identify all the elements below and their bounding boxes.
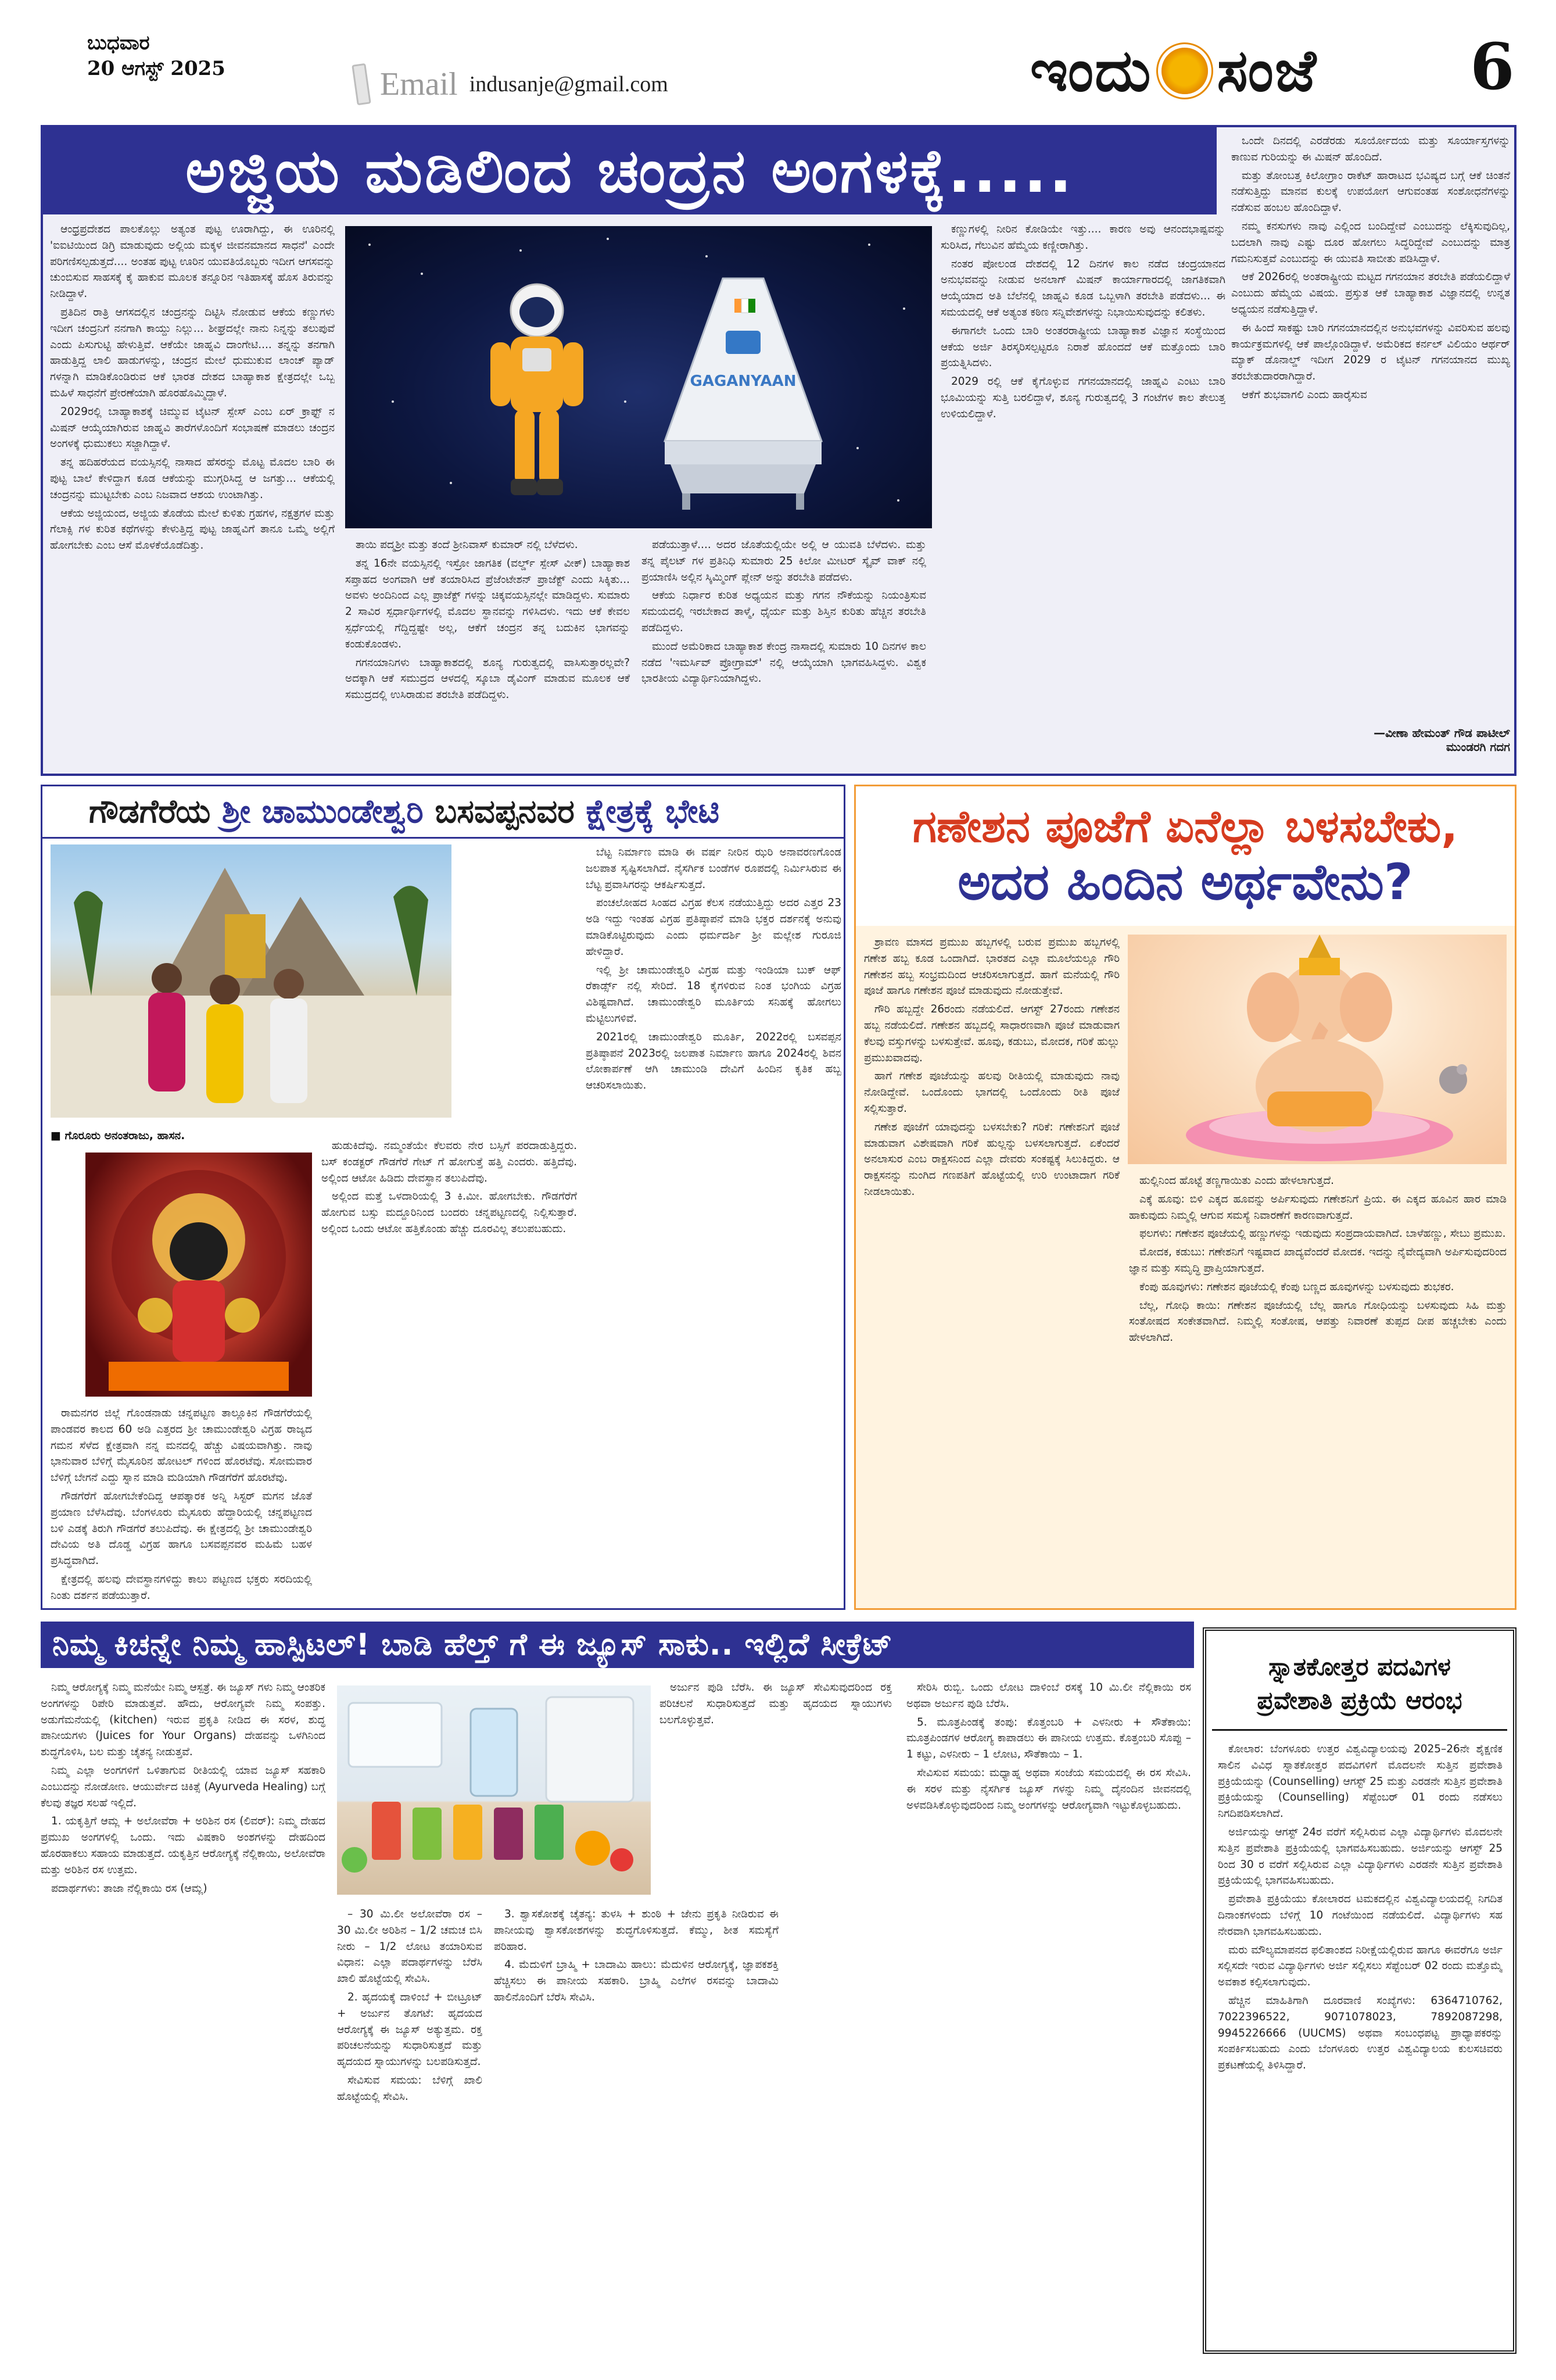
headline-part: ಕ್ಷೇತ್ರಕ್ಕೆ ಭೇಟಿ bbox=[586, 792, 720, 831]
gowdagere-column-1 bbox=[51, 1405, 312, 1606]
headline-part: ಗೌಡಗೆರೆಯ bbox=[89, 792, 222, 831]
paragraph: ಪ್ರತಿದಿನ ರಾತ್ರಿ ಆಗಸದಲ್ಲಿನ ಚಂದ್ರನನ್ನು ದಿಟ್ಟಿಸಿ ನೋಡುವ ಆಕೆಯ ಕಣ್ಣುಗಳು ಇದೀಗ ಚಂದ್ರನಿಗೆ ನನಗಾಗಿ ಕಾಯ್ದು ನಿಲ್ಲು... ಶೀಘ್ರದಲ್ಲೇ ನಾನು ನಿನ್ನನ್ನು ತಲುಪುವೆ ಎಂದು ಪಿಸುಗುಟ್ಟಿ ಹೇಳುತ್ತಿವೆ. ಆಕೆಯೇ ಜಾಹ್ನವಿ ದಾಂಗೇಟಿ.... ತನ್ನನ್ನು ತನಗಾಗಿ ಹಾಡುತ್ತಿದ್ದ ಲಾಲಿ ಹಾಡುಗಳನ್ನು, ಚಂದ್ರನ ಮೇಲೆ ಧುಮುಕುವ ಲಾಂಚ್ ಪ್ಯಾಡ್ ಗಳನ್ನಾಗಿ ಮಾಡಿಕೊಂಡಿರುವ ಆಕೆ ಭಾರತ ದೇಶದ ಬಾಹ್ಯಾಕಾಶ ಕ್ಷೇತ್ರದಲ್ಲೇ ಒಬ್ಬ ಮಹಿಳೆ ಸಾಧನೆಗೆ ಪ್ರೇರಣೆಯಾಗಿ ಹೊರಹೊಮ್ಮಿದ್ದಾಳೆ. bbox=[50, 306, 335, 399]
paragraph: ಎಕ್ಕೆ ಹೂವು: ಬಿಳಿ ಎಕ್ಕದ ಹೂವನ್ನು ಅರ್ಪಿಸುವುದು ಗಣೇಶನಿಗೆ ಪ್ರಿಯ. ಈ ಎಕ್ಕದ ಹೂವಿನ ಹಾರ ಮಾಡಿ ಹಾಕುವುದು ನಿಮ್ಮಲ್ಲಿ ಆಗುವ ಸಮಸ್ಯೆ ನಿವಾರಣೆಗೆ ಕಾರಣವಾಗುತ್ತದೆ. bbox=[1129, 1193, 1507, 1222]
ganesha-headline-block bbox=[856, 786, 1515, 926]
chandra-column-4 bbox=[941, 221, 1225, 768]
paragraph: ಸೇವಿಸುವ ಸಮಯ: ಮಧ್ಯಾಹ್ನ ಅಥವಾ ಸಂಜೆಯ ಸಮಯದಲ್ಲಿ ಈ ರಸ ಸೇವಿಸಿ. ಈ ಸರಳ ಮತ್ತು ನೈಸರ್ಗಿಕ ಜ್ಯೂಸ್ ಗಳನ್ನು ನಿಮ್ಮ ದೈನಂದಿನ ಜೀವನದಲ್ಲಿ ಅಳವಡಿಸಿಕೊಳ್ಳುವುದರಿಂದ ನಿಮ್ಮ ಅಂಗಗಳನ್ನು ಆರೋಗ್ಯವಾಗಿ ಇಟ್ಟುಕೊಳ್ಳಬಹುದು. bbox=[906, 1766, 1191, 1812]
paragraph: ಪಂಚಲೋಹದ ಸಿಂಹದ ವಿಗ್ರಹ ಕೆಲಸ ನಡೆಯುತ್ತಿದ್ದು ಅದರ ಎತ್ತರ 23 ಅಡಿ ಇದ್ದು ಇಂತಹ ವಿಗ್ರಹ ಪ್ರತಿಷ್ಠಾಪನೆ ಮಾಡಿ ಭಕ್ತರ ದರ್ಶನಕ್ಕೆ ಅನುವು ಮಾಡಿಕೊಟ್ಟಿರುವುದು ಎಂದು ಧರ್ಮದರ್ಶಿ ಶ್ರೀ ಮಲ್ಲೇಶ ಗುರೂಜಿ ಹೇಳಿದ್ದಾರೆ. bbox=[586, 897, 841, 958]
paragraph: ತನ್ನ ಹದಿಹರೆಯದ ವಯಸ್ಸಿನಲ್ಲಿ ನಾಸಾದ ಹೆಸರನ್ನು ಮೊಟ್ಟ ಮೊದಲ ಬಾರಿ ಈ ಪುಟ್ಟ ಬಾಲೆ ಕೇಳಿದ್ದಾಗ ಕೂಡ ಆಕೆಯನ್ನು ಮುಗ್ಗರಿಸಿದ್ದ ಆ ಜಗತ್ತು... ಆಕೆಯಲ್ಲಿ ಚಂದ್ರನನ್ನು ಮುಟ್ಟಬೇಕು ಎಂಬ ನಿಜವಾದ ಆಶಯ ಉಂಟಾಗಿತ್ತು. bbox=[50, 456, 335, 501]
paragraph: ನಂತರ ಪೋಲಂಡ ದೇಶದಲ್ಲಿ 12 ದಿನಗಳ ಕಾಲ ನಡೆದ ಚಂದ್ರಯಾನದ ಅನುಭವವನ್ನು ನೀಡುವ ಅನಲಾಗ್ ಮಿಷನ್ ಕಾರ್ಯಾಗಾರದಲ್ಲಿ ಜಾಗತಿಕವಾಗಿ ಆಯ್ಕೆಯಾದ ಅತಿ ಬೆಲೆನಲ್ಲಿ ಜಾಹ್ನವಿ ಕೂಡ ಒಬ್ಬಳಾಗಿ ತರಬೇತಿ ಪಡೆದಳು... ಈ ಸಮಯದಲ್ಲಿ ಆಕೆ ಅತ್ಯಂತ ಕಠಿಣ ಸನ್ನಿವೇಶಗಳನ್ನು ನಿಭಾಯಿಸುವುದನ್ನು ಕಲಿತಳು. bbox=[941, 257, 1225, 318]
newspaper-logo bbox=[895, 35, 1453, 107]
paragraph: ಆಕೆಗೆ ಶುಭವಾಗಲಿ ಎಂದು ಹಾರೈಸುವ bbox=[1242, 388, 1367, 401]
email-address[interactable]: indusanje@gmail.com bbox=[469, 72, 668, 96]
pg-headline-line1: ಸ್ನಾತಕೋತ್ತರ ಪದವಿಗಳ bbox=[1268, 1652, 1451, 1681]
article-pg-admission bbox=[1203, 1627, 1516, 2354]
ganesha-headline-line2: ಅದರ ಹಿಂದಿನ ಅರ್ಥವೇನು? bbox=[958, 853, 1413, 911]
paragraph: ಆಂಧ್ರಪ್ರದೇಶದ ಪಾಲಕೊಲ್ಲು ಅತ್ಯಂತ ಪುಟ್ಟ ಊರಾಗಿದ್ದು, ಈ ಊರಿನಲ್ಲಿ 'ಐಐಟಿಯಿಂದ ಡಿಗ್ರಿ ಮಾಡುವುದು ಅಲ್ಲಿಯ ಮಕ್ಕಳ ಜೀವನಮಾನದ ಸಾಧನೆ' ಎಂದೇ ಪರಿಗಣಿಸಲ್ಪಡುತ್ತದೆ.... ಅಂತಹ ಪುಟ್ಟ ಊರಿನ ಯುವತಿಯೊಬ್ಬರು ಇದೀಗ ಆಗಸವನ್ನು ಚುಂಬಿಸುವ ಸಾಹಸಕ್ಕೆ ಕೈ ಹಾಕುವ ಮೂಲಕ ತನ್ನೂರಿನ ಇತಿಹಾಸಕ್ಕೆ ಹೊಸ ತಿರುವನ್ನು ನೀಡಿದ್ದಾಳೆ. bbox=[50, 223, 335, 300]
ganesha-headline-line1: ಗಣೇಶನ ಪೂಜೆಗೆ ಏನೆಲ್ಲಾ ಬಳಸಬೇಕು, bbox=[912, 800, 1458, 852]
paragraph: ಆಕೆಯ ನಿರ್ಧಾರ ಕುರಿತ ಅಧ್ಯಯನ ಮತ್ತು ಗಗನ ನೌಕೆಯನ್ನು ನಿಯಂತ್ರಿಸುವ ಸಮಯದಲ್ಲಿ ಇರಬೇಕಾದ ತಾಳ್ಮೆ, ಧೈರ್ಯ ಮತ್ತು ಶಿಸ್ತಿನ ಕುರಿತು ಹೆಚ್ಚಿನ ತರಬೇತಿ ಪಡೆದಿದ್ದಳು. bbox=[641, 589, 926, 634]
paragraph: ಕಣ್ಣುಗಳಲ್ಲಿ ನೀರಿನ ಕೋಡಿಯೇ ಇತ್ತು.... ಕಾರಣ ಅವು ಆನಂದಭಾಷ್ಪವನ್ನು ಸುರಿಸಿದ, ಗೆಲುವಿನ ಹೆಮ್ಮೆಯ ಕಣ್ಣೀರಾಗಿತ್ತು. bbox=[941, 223, 1225, 252]
paragraph: ಇಲ್ಲಿ ಶ್ರೀ ಚಾಮುಂಡೇಶ್ವರಿ ವಿಗ್ರಹ ಮತ್ತು ಇಂಡಿಯಾ ಬುಕ್ ಆಫ್ ರೆಕಾರ್ಡ್ಸ್ ನಲ್ಲಿ ಸೇರಿದೆ. 18 ಕೈಗಳಿರುವ ನಿಂತ ಭಂಗಿಯ ವಿಗ್ರಹ ವಿಶಿಷ್ಟವಾಗಿದೆ. ಚಾಮುಂಡೇಶ್ವರಿ ಮೂರ್ತಿಯ ಸನಿಹಕ್ಕೆ ಹೋಗಲು ಮೆಟ್ಟಿಲುಗಳಿವೆ. bbox=[586, 964, 841, 1025]
logo-word-right: ಸಂಜೆ bbox=[1217, 37, 1318, 105]
headline-part: ಬಸವಪ್ಪನವರ bbox=[423, 792, 586, 831]
paragraph: ಹುಲ್ಲಿನಿಂದ ಹೊಟ್ಟೆ ತಣ್ಣಗಾಯಿತು ಎಂದು ಹೇಳಲಾಗುತ್ತದೆ. bbox=[1139, 1175, 1335, 1187]
paragraph: 2. ಹೃದಯಕ್ಕೆ ದಾಳಿಂಬೆ + ಬೀಟ್ರೂಟ್ + ಅರ್ಜುನ ತೊಗಟೆ: ಹೃದಯದ ಆರೋಗ್ಯಕ್ಕೆ ಈ ಜ್ಯೂಸ್ ಅತ್ಯುತ್ತಮ. ರಕ್ತ ಪರಿಚಲನೆಯನ್ನು ಸುಧಾರಿಸುತ್ತದೆ ಮತ್ತು ಹೃದಯದ ಸ್ನಾಯುಗಳನ್ನು ಬಲಪಡಿಸುತ್ತದೆ. bbox=[337, 1991, 482, 2068]
paragraph: 2021ರಲ್ಲಿ ಚಾಮುಂಡೇಶ್ವರಿ ಮೂರ್ತಿ, 2022ರಲ್ಲಿ ಬಸವಪ್ಪನ ಪ್ರತಿಷ್ಠಾಪನೆ 2023ರಲ್ಲಿ ಜಲಪಾತ ನಿರ್ಮಾಣ ಹಾಗೂ 2024ರಲ್ಲಿ ಶಿವನ ಲೋಕಾರ್ಪಣೆ ಆಗಿ ಚಾಮುಂಡಿ ದೇವಿಗೆ ಹಿಂದಿನ ಕೃತಿಕ ಹಬ್ಬ ಆಚರಿಸಲಾಯಿತು. bbox=[586, 1030, 841, 1092]
paragraph: ಅರ್ಜುನ ಪುಡಿ ಬೆರೆಸಿ. ಈ ಜ್ಯೂಸ್ ಸೇವಿಸುವುದರಿಂದ ರಕ್ತ ಪರಿಚಲನೆ ಸುಧಾರಿಸುತ್ತದೆ ಮತ್ತು ಹೃದಯದ ಸ್ನಾಯುಗಳು ಬಲಗೊಳ್ಳುತ್ತವೆ. bbox=[659, 1681, 892, 1726]
paragraph: ಕೆಂಪು ಹೂವುಗಳು: ಗಣೇಶನ ಪೂಜೆಯಲ್ಲಿ ಕೆಂಪು ಬಣ್ಣದ ಹೂವುಗಳನ್ನು ಬಳಸುವುದು ಶುಭಕರ. bbox=[1139, 1280, 1454, 1293]
paragraph: ಅರ್ಜಿಯನ್ನು ಆಗಸ್ಟ್ 24ರ ವರೆಗೆ ಸಲ್ಲಿಸಿರುವ ಎಲ್ಲಾ ವಿದ್ಯಾರ್ಥಿಗಳು ಮೊದಲನೇ ಸುತ್ತಿನ ಪ್ರವೇಶಾತಿ ಪ್ರಕ್ರಿಯೆಯಲ್ಲಿ ಭಾಗವಹಿಸಬಹುದು. ಅರ್ಜಿಯನ್ನು ಆಗಸ್ಟ್ 25 ರಿಂದ 30 ರ ವರೆಗೆ ಸಲ್ಲಿಸಿರುವ ಎಲ್ಲಾ ವಿದ್ಯಾರ್ಥಿಗಳು ಎರಡನೇ ಸುತ್ತಿನ ಪ್ರವೇಶಾತಿ ಪ್ರಕ್ರಿಯೆಯಲ್ಲಿ ಭಾಗವಹಿಸಬಹುದು. bbox=[1218, 1826, 1503, 1887]
paragraph: – 30 ಮಿ.ಲೀ ಅಲೋವೆರಾ ರಸ – 30 ಮಿ.ಲೀ ಅರಿಶಿನ – 1/2 ಚಮಚ ಬಿಸಿ ನೀರು – 1/2 ಲೋಟ ತಯಾರಿಸುವ ವಿಧಾನ: ಎಲ್ಲಾ ಪದಾರ್ಥಗಳನ್ನು ಬೆರೆಸಿ ಖಾಲಿ ಹೊಟ್ಟೆಯಲ್ಲಿ ಸೇವಿಸಿ. bbox=[337, 1908, 482, 1985]
author-signature bbox=[1231, 726, 1510, 754]
juice-glasses-illustration bbox=[337, 1685, 651, 1895]
paragraph: 5. ಮೂತ್ರಪಿಂಡಕ್ಕೆ ತಂಪು: ಕೊತ್ತಂಬರಿ + ಎಳನೀರು + ಸೌತೆಕಾಯಿ: ಮೂತ್ರಪಿಂಡಗಳ ಆರೋಗ್ಯ ಕಾಪಾಡಲು ಈ ಪಾನೀಯ ಉತ್ತಮ. ಕೊತ್ತಂಬರಿ ಸೊಪ್ಪು – 1 ಕಟ್ಟು, ಎಳನೀರು – 1 ಲೋಟ, ಸೌತೆಕಾಯಿ – 1. bbox=[906, 1716, 1191, 1761]
sun-logo-icon bbox=[1161, 48, 1208, 94]
paragraph: ಹಾಗೆ ಗಣೇಶ ಪೂಜೆಯನ್ನು ಹಲವು ರೀತಿಯಲ್ಲಿ ಮಾಡುವುದು ನಾವು ನೋಡಿದ್ದೇವೆ. ಒಂದೊಂದು ಭಾಗದಲ್ಲಿ ಒಂದೊಂದು ರೀತಿ ಪೂಜೆ ಸಲ್ಲಿಸುತ್ತಾರೆ. bbox=[864, 1070, 1120, 1115]
paragraph: ಹುಡುಕಿದೆವು. ನಮ್ಮಂತೆಯೇ ಕೆಲವರು ನೇರ ಬಸ್ಸಿಗೆ ಪರದಾಡುತ್ತಿದ್ದರು. ಬಸ್ ಕಂಡಕ್ಟರ್ ಗೌಡಗೆರೆ ಗೇಟ್ ಗೆ ಹೋಗುತ್ತೆ ಹತ್ತಿ ಎಂದರು. ಹತ್ತಿದೆವು. ಅಲ್ಲಿಂದ ಆಟೋ ಹಿಡಿದು ದೇವಸ್ಥಾನ ತಲುಪಿದೆವು. bbox=[321, 1140, 577, 1184]
paragraph: ಕ್ಷೇತ್ರದಲ್ಲಿ ಹಲವು ದೇವಸ್ಥಾನಗಳಿದ್ದು ಕಾಲು ಪಟ್ಟಣದ ಭಕ್ತರು ಸರದಿಯಲ್ಲಿ ನಿಂತು ದರ್ಶನ ಪಡೆಯುತ್ತಾರೆ. bbox=[51, 1573, 312, 1602]
paragraph: ನಿಮ್ಮ ಆರೋಗ್ಯಕ್ಕೆ ನಿಮ್ಮ ಮನೆಯೇ ನಿಮ್ಮ ಆಸ್ಪತ್ರೆ. ಈ ಜ್ಯೂಸ್ ಗಳು ನಿಮ್ಮ ಆಂತರಿಕ ಅಂಗಗಳನ್ನು ರಿಪೇರಿ ಮಾಡುತ್ತವೆ. ಹೌದು, ಆರೋಗ್ಯವೇ ನಿಮ್ಮ ಸಂಪತ್ತು. ಅಡುಗೆಮನೆಯಲ್ಲಿ (kitchen) ಇರುವ ಪ್ರಕೃತಿ ನೀಡಿದ ಈ ಸರಳ, ಶುದ್ಧ ಪಾನೀಯಗಳು (Juices for Your Organs) ದೇಹವನ್ನು ಒಳಗಿನಿಂದ ಶುದ್ಧಗೊಳಿಸಿ, ಬಲ ಮತ್ತು ಚೈತನ್ಯ ನೀಡುತ್ತವೆ. bbox=[41, 1681, 325, 1759]
paragraph: ಪದಾರ್ಥಗಳು: ತಾಜಾ ನೆಲ್ಲಿಕಾಯಿ ರಸ (ಆಮ್ಲ) bbox=[51, 1882, 207, 1895]
paragraph: 4. ಮೆದುಳಿಗೆ ಬ್ರಾಹ್ಮಿ + ಬಾದಾಮಿ ಹಾಲು: ಮೆದುಳಿನ ಆರೋಗ್ಯಕ್ಕೆ, ಜ್ಞಾಪಕಶಕ್ತಿ ಹೆಚ್ಚಿಸಲು ಈ ಪಾನೀಯ ಸಹಕಾರಿ. ಬ್ರಾಹ್ಮಿ ಎಲೆಗಳ ರಸವನ್ನು ಬಾದಾಮಿ ಹಾಲಿನೊಂದಿಗೆ ಬೆರೆಸಿ ಸೇವಿಸಿ. bbox=[494, 1959, 779, 2003]
pg-headline-block bbox=[1212, 1638, 1507, 1731]
logo-word-left: ಇಂದು bbox=[1030, 37, 1152, 105]
capsule-label: GAGANYAAN bbox=[690, 373, 797, 390]
paragraph: ಆಕೆಯ ಅಜ್ಜಿಯಂದ, ಅಜ್ಜಿಯ ತೊಡೆಯ ಮೇಲೆ ಕುಳಿತು ಗ್ರಹಗಳ, ನಕ್ಷತ್ರಗಳ ಮತ್ತು ಗೆಲಾಕ್ಸಿ ಗಳ ಕುರಿತ ಕಥೆಗಳನ್ನು ಕೇಳುತ್ತಿದ್ದ ಪುಟ್ಟ ಜಾಹ್ನವಿಗೆ ತಾನೂ ಒಮ್ಮೆ ಅಲ್ಲಿಗೆ ಹೋಗಬೇಕು ಎಂಬ ಆಸೆ ಮೊಳಕೆಯೊಡೆದಿತ್ತು. bbox=[50, 507, 335, 552]
paragraph: ಒಂದೇ ದಿನದಲ್ಲಿ ಎರಡೆರಡು ಸೂರ್ಯೋದಯ ಮತ್ತು ಸೂರ್ಯಾಸ್ತಗಳನ್ನು ಕಾಣುವ ಗುರಿಯನ್ನು ಈ ಮಿಷನ್ ಹೊಂದಿದೆ. bbox=[1231, 135, 1510, 163]
temple-people-illustration bbox=[51, 844, 451, 1118]
paragraph: ಶ್ರಾವಣ ಮಾಸದ ಪ್ರಮುಖ ಹಬ್ಬಗಳಲ್ಲಿ ಬರುವ ಪ್ರಮುಖ ಹಬ್ಬಗಳಲ್ಲಿ ಗಣೇಶ ಹಬ್ಬ ಕೂಡ ಒಂದಾಗಿದೆ. ಭಾರತದ ಎಲ್ಲಾ ಮೂಲೆಯಲ್ಲೂ ಗೌರಿ ಗಣೇಶನ ಹಬ್ಬ ಸಂಭ್ರಮದಿಂದ ಆಚರಿಸಲಾಗುತ್ತದೆ. ಹಾಗೆ ಮನೆಯಲ್ಲಿ ಗೌರಿ ಪೂಜೆ ಹಾಗೂ ಗಣೇಶನ ಪೂಜೆ ಮಾಡುವುದು ನೋಡುತ್ತೇವೆ. bbox=[864, 936, 1120, 997]
paragraph: ಮತ್ತು ತೋಂಬತ್ತ ಕಿಲೋಗ್ರಾಂ ರಾಕೆಟ್ ಹಾರಾಟದ ಭವಿಷ್ಯದ ಬಗ್ಗೆ ಆಕೆ ಚಿಂತನೆ ನಡೆಸುತ್ತಿದ್ದು ಮಾನವ ಕುಲಕ್ಕೆ ಉಪಯೋಗ ಆಗುವಂತಹ ಸಂಶೋಧನೆಗಳನ್ನು ನಡೆಸುವ ಹಂಬಲ ಹೊಂದಿದ್ದಾಳೆ. bbox=[1231, 169, 1510, 214]
paragraph: ಪ್ರವೇಶಾತಿ ಪ್ರಕ್ರಿಯೆಯು ಕೋಲಾರದ ಟಮಕದಲ್ಲಿನ ವಿಶ್ವವಿದ್ಯಾಲಯದಲ್ಲಿ ನಿಗದಿತ ದಿನಾಂಕಗಳಂದು ಬೆಳಿಗ್ಗೆ 10 ಗಂಟೆಯಿಂದ ನಡೆಯಲಿದೆ. ವಿದ್ಯಾರ್ಥಿಗಳು ಸಹ ನೇರವಾಗಿ ಭಾಗವಹಿಸಬಹುದು. bbox=[1218, 1893, 1503, 1938]
headline-part: ಶ್ರೀ ಚಾಮುಂಡೇಶ್ವರಿ bbox=[221, 792, 424, 831]
gowdagere-headline bbox=[89, 793, 719, 831]
paragraph: ಬೆಲ್ಲ, ಗೋಧಿ ಕಾಯಿ: ಗಣೇಶನ ಪೂಜೆಯಲ್ಲಿ ಬೆಲ್ಲ ಹಾಗೂ ಗೋಧಿಯನ್ನು ಬಳಸುವುದು ಸಿಹಿ ಮತ್ತು ಸಂತೋಷದ ಸಂಕೇತವಾಗಿದೆ. ನಿಮ್ಮಲ್ಲಿ ಸಂತೋಷ, ಆಪತ್ತು ನಿವಾರಣೆ ತುಪ್ಪದ ದೀಪ ಹಚ್ಚಬೇಕು ಎಂದು ಹೇಳಲಾಗಿದೆ. bbox=[1129, 1299, 1507, 1344]
paragraph: 1. ಯಕೃತ್ತಿಗೆ ಆಮ್ಲ + ಅಲೋವೆರಾ + ಅರಿಶಿನ ರಸ (ಲಿವರ್): ನಿಮ್ಮ ದೇಹದ ಪ್ರಮುಖ ಅಂಗಗಳಲ್ಲಿ ಒಂದು. ಇದು ವಿಷಕಾರಿ ಅಂಶಗಳನ್ನು ದೇಹದಿಂದ ಹೊರಹಾಕಲು ಸಹಾಯ ಮಾಡುತ್ತದೆ. ಯಕೃತ್ತಿನ ಆರೋಗ್ಯಕ್ಕೆ ನೆಲ್ಲಿಕಾಯಿ, ಅಲೋವೆರಾ ಮತ್ತು ಅರಿಶಿನ ರಸ ಉತ್ತಮ. bbox=[41, 1815, 325, 1876]
kitchen-column-1 bbox=[41, 1680, 325, 2354]
paragraph: ಮೋದಕ, ಕಡುಬು: ಗಣೇಶನಿಗೆ ಇಷ್ಟವಾದ ಖಾದ್ಯವೆಂದರೆ ಮೋದಕ. ಇದನ್ನು ನೈವೇದ್ಯವಾಗಿ ಅರ್ಪಿಸುವುದರಿಂದ ಜ್ಞಾನ ಮತ್ತು ಸಮೃದ್ಧಿ ಪ್ರಾಪ್ತಿಯಾಗುತ್ತದೆ. bbox=[1129, 1246, 1507, 1275]
paragraph: ಕೋಲಾರ: ಬೆಂಗಳೂರು ಉತ್ತರ ವಿಶ್ವವಿದ್ಯಾಲಯವು 2025–26ನೇ ಶೈಕ್ಷಣಿಕ ಸಾಲಿನ ವಿವಿಧ ಸ್ನಾತಕೋತ್ತರ ಪದವಿಗಳಿಗೆ ಮೊದಲನೇ ಸುತ್ತಿನ ಪ್ರವೇಶಾತಿ ಪ್ರಕ್ರಿಯೆಯನ್ನು (Counselling) ಆಗಸ್ಟ್ 25 ಮತ್ತು ಎರಡನೇ ಸುತ್ತಿನ ಪ್ರವೇಶಾತಿ ಪ್ರಕ್ರಿಯೆಯನ್ನು (Counselling) ಸೆಪ್ಟೆಂಬರ್ 01 ರಂದು ನಡೆಸಲು ನಿಗದಿಪಡಿಸಲಾಗಿದೆ. bbox=[1218, 1743, 1503, 1820]
paragraph: ಈ ಹಿಂದೆ ಸಾಕಷ್ಟು ಬಾರಿ ಗಗನಯಾನದಲ್ಲಿನ ಅನುಭವಗಳನ್ನು ವಿವರಿಸುವ ಹಲವು ಕಾರ್ಯಕ್ರಮಗಳಲ್ಲಿ ಆಕೆ ಪಾಲ್ಗೊಂಡಿದ್ದಾಳೆ. ಅಮೆರಿಕದ ಕರ್ನಲ್ ವಿಲಿಯಂ ಆರ್ಥರ್ ಮ್ಯಾಕ್ ಡೊನಾಲ್ಡ್ ಇದೀಗ 2029 ರ ಟೈಟನ್ ಗಗನಯಾನದ ಮುಖ್ಯ ತರಬೇತುದಾರರಾಗಿದ್ದಾರೆ. bbox=[1231, 321, 1510, 383]
author-name: —ವೀಣಾ ಹೇಮಂತ್ ಗೌಡ ಪಾಟೀಲ್ bbox=[1374, 726, 1510, 740]
kitchen-headline-bar bbox=[41, 1622, 1194, 1668]
paragraph: ಗೌಡಗೆರೆಗೆ ಹೋಗಬೇಕೆಂದಿದ್ದ ಆಪತ್ಕಾರಕ ಅನ್ನಿ ಸಿಸ್ಟರ್ ಮಗನ ಜೊತೆ ಪ್ರಯಾಣ ಬೆಳೆಸಿದೆವು. ಬೆಂಗಳೂರು ಮೈಸೂರು ಹೆದ್ದಾರಿಯಲ್ಲಿ ಚನ್ನಪಟ್ಟಣದ ಬಳಿ ಎಡಕ್ಕೆ ತಿರುಗಿ ಗೌಡಗೆರೆ ತಲುಪಿದೆವು. ಈ ಕ್ಷೇತ್ರದಲ್ಲಿ ಶ್ರೀ ಚಾಮುಂಡೇಶ್ವರಿ ದೇವಿಯ ಅತಿ ದೊಡ್ಡ ವಿಗ್ರಹ ಹಾಗೂ ಬಸವಪ್ಪನವರ ಮಹಿಮೆ ಬಹಳ ಪ್ರಸಿದ್ಧವಾಗಿದೆ. bbox=[51, 1490, 312, 1567]
juice-kitchen-photo bbox=[337, 1685, 651, 1895]
kitchen-column-3 bbox=[659, 1680, 892, 1901]
paragraph: 3. ಶ್ವಾಸಕೋಶಕ್ಕೆ ಚೈತನ್ಯ: ತುಳಸಿ + ಶುಂಠಿ + ಜೇನು ಪ್ರಕೃತಿ ನೀಡಿರುವ ಈ ಪಾನೀಯವು ಶ್ವಾಸಕೋಶಗಳನ್ನು ಶುದ್ಧಗೊಳಿಸುತ್ತದೆ. ಕೆಮ್ಮು, ಶೀತ ಸಮಸ್ಯೆಗೆ ಪರಿಹಾರ. bbox=[494, 1908, 779, 1953]
pg-body bbox=[1218, 1741, 1503, 2340]
gowdagere-headline-bar bbox=[42, 786, 844, 839]
masthead bbox=[0, 0, 1556, 110]
gowdagere-byline: ■ ಗೊರೂರು ಅನಂತರಾಜು, ಹಾಸನ. bbox=[51, 1129, 185, 1142]
issue-day: ಬುಧವಾರ bbox=[87, 31, 150, 55]
issue-date-block bbox=[87, 30, 225, 81]
kitchen-column-2 bbox=[337, 1906, 482, 2354]
article-gowdagere bbox=[41, 785, 845, 1610]
paragraph: ಗಣೇಶ ಪೂಜೆಗೆ ಯಾವುದನ್ನು ಬಳಸಬೇಕು? ಗರಿಕೆ: ಗಣೇಶನಿಗೆ ಪೂಜೆ ಮಾಡುವಾಗ ವಿಶೇಷವಾಗಿ ಗರಿಕೆ ಹುಲ್ಲನ್ನು ಬಳಸಲಾಗುತ್ತದೆ. ಏಕೆಂದರೆ ಅನಲಾಸುರ ಎಂಬ ರಾಕ್ಷಸನಿಂದ ಎಲ್ಲಾ ದೇವರು ಸಂಕಷ್ಟಕ್ಕೆ ಸಿಲುಕಿದ್ದರು. ಆ ರಾಕ್ಷಸನನ್ನು ನುಂಗಿದ ಗಣಪತಿಗೆ ಹೊಟ್ಟೆಯಲ್ಲಿ ಉರಿ ಉಂಟಾದಾಗ ಗರಿಕೆ ನೀಡಲಾಯಿತು. bbox=[864, 1121, 1120, 1198]
chandra-column-3 bbox=[641, 537, 926, 770]
paragraph: ಸೇರಿಸಿ ರುಬ್ಬಿ. ಒಂದು ಲೋಟ ದಾಳಿಂಬೆ ರಸಕ್ಕೆ 10 ಮಿ.ಲೀ ನೆಲ್ಲಿಕಾಯಿ ರಸ ಅಥವಾ ಅರ್ಜುನ ಪುಡಿ ಬೆರೆಸಿ. bbox=[906, 1681, 1191, 1710]
paragraph: 2029ರಲ್ಲಿ ಬಾಹ್ಯಾಕಾಶಕ್ಕೆ ಚಿಮ್ಮುವ ಟೈಟನ್ ಸ್ಪೇಸ್ ಎಂಬ ಏರ್ ಕ್ರಾಫ್ಟ್ ನ ಮಿಷನ್ ಆಯ್ಕೆಯಾಗಿರುವ ಜಾಹ್ನವಿ ತಾರೆಗಳೊಂದಿಗೆ ಸಂಭಾಷಣೆ ಮಾಡಲು ಚಂದ್ರನ ಅಂಗಳಕ್ಕೆ ಧುಮುಕಲು ಸಜ್ಜಾಗಿದ್ದಾಳೆ. bbox=[50, 405, 335, 450]
gowdagere-column-3 bbox=[586, 844, 841, 1606]
ganesha-column-2 bbox=[1129, 1173, 1507, 1603]
ganesha-icon bbox=[1128, 935, 1507, 1164]
paragraph: ಮರು ಮೌಲ್ಯಮಾಪನದ ಫಲಿತಾಂಶದ ನಿರೀಕ್ಷೆಯಲ್ಲಿರುವ ಹಾಗೂ ಈವರೆಗೂ ಅರ್ಜಿ ಸಲ್ಲಿಸದೇ ಇರುವ ವಿದ್ಯಾರ್ಥಿಗಳು ಅರ್ಜಿ ಸಲ್ಲಿಸಲು ಸೆಪ್ಟೆಂಬರ್ 02 ರಂದು ಮತ್ತೊಮ್ಮೆ ಅವಕಾಶ ಕಲ್ಪಿಸಲಾಗುವುದು. bbox=[1218, 1944, 1503, 1989]
paragraph: ಗಗನಯಾನಿಗಳು ಬಾಹ್ಯಾಕಾಶದಲ್ಲಿ ಶೂನ್ಯ ಗುರುತ್ವದಲ್ಲಿ ವಾಸಿಸುತ್ತಾರಲ್ಲವೇ? ಅದಕ್ಕಾಗಿ ಆಕೆ ಸಮುದ್ರದ ಆಳದಲ್ಲಿ ಸ್ಕೂಬಾ ಡೈವಿಂಗ್ ಮಾಡುವ ಮೂಲಕ ಆಕೆ ಸಮುದ್ರದಲ್ಲಿ ಉಸಿರಾಡುವ ತರಬೇತಿ ಪಡೆದಿದ್ದಳು. bbox=[345, 656, 630, 702]
paragraph: ರಾಮನಗರ ಜಿಲ್ಲೆ ಗೊಂಡನಾಡು ಚನ್ನಪಟ್ಟಣ ತಾಲ್ಲೂಕಿನ ಗೌಡಗೆರೆಯಲ್ಲಿ ಪಾಂಡವರ ಕಾಲದ 60 ಅಡಿ ಎತ್ತರದ ಶ್ರೀ ಚಾಮುಂಡೇಶ್ವರಿ ವಿಗ್ರಹ ರಾಜ್ಯದ ಗಮನ ಸೆಳೆದ ಕ್ಷೇತ್ರವಾಗಿ ನನ್ನ ಮನದಲ್ಲಿ ಹೆಚ್ಚು ವಿಷಯವಾಗಿತ್ತು. ನಾವು ಭಾನುವಾರ ಬೆಳಿಗ್ಗೆ ಮೈಸೂರಿನ ಹೋಟಲ್ ಗಳಿಂದ ಹೊರಟೆವು. ಸೋಮವಾರ ಬೆಳಿಗ್ಗೆ ಬೇಗನೆ ಎದ್ದು ಸ್ನಾನ ಮಾಡಿ ಮಡಿಯಾಗಿ ಗೌಡಗೆರೆಗೆ ಹೊರಟೆವು. bbox=[51, 1407, 312, 1484]
paragraph: 2029 ರಲ್ಲಿ ಆಕೆ ಕೈಗೊಳ್ಳುವ ಗಗನಯಾನದಲ್ಲಿ ಜಾಹ್ನವಿ ಎಂಟು ಬಾರಿ ಭೂಮಿಯನ್ನು ಸುತ್ತಿ ಬರಲಿದ್ದಾಳೆ, ಶೂನ್ಯ ಗುರುತ್ವದಲ್ಲಿ 3 ಗಂಟೆಗಳ ಕಾಲ ತೇಲುತ್ತ ಉಳಿಯಲಿದ್ದಾಳೆ. bbox=[941, 375, 1225, 420]
paragraph: ಗೌರಿ ಹಬ್ಬದ್ದೇ 26ರಂದು ನಡೆಯಲಿದೆ. ಆಗಸ್ಟ್ 27ರಂದು ಗಣೇಶನ ಹಬ್ಬ ನಡೆಯಲಿದೆ. ಗಣೇಶನ ಹಬ್ಬದಲ್ಲಿ ಸಾಧಾರಣವಾಗಿ ಪೂಜೆ ಮಾಡುವಾಗ ಕೆಲವು ವಸ್ತುಗಳನ್ನು ಬಳಸುತ್ತೇವೆ. ಹೂವು, ಕಡುಬು, ಮೋದಕ, ಗರಿಕೆ ಹುಲ್ಲು ಪ್ರಮುಖವಾದವು. bbox=[864, 1003, 1120, 1064]
ganesha-illustration bbox=[1128, 935, 1507, 1164]
article-chandra bbox=[41, 125, 1516, 776]
paragraph: ಪಡೆಯುತ್ತಾಳೆ.... ಅದರ ಜೊತೆಯಲ್ಲಿಯೇ ಅಲ್ಲಿ ಆ ಯುವತಿ ಬೆಳೆದಳು. ಮತ್ತು ತನ್ನ ಪೈಲಟ್ ಗಳ ಪ್ರತಿನಿಧಿ ಸುಮಾರು 25 ಕಿಲೋ ಮೀಟರ್ ಸ್ಕೈವ್ ವಾಕ್ ನಲ್ಲಿ ಪ್ರಯಾಣಿಸಿ ಅಲ್ಲಿನ ಸ್ಕಿಮ್ಮಿಂಗ್ ಪ್ಲೇನ್ ಅನ್ನು ತರಬೇತಿ ಪಡೆದಳು. bbox=[641, 539, 926, 584]
chandra-headline: ಅಜ್ಜಿಯ ಮಡಿಲಿಂದ ಚಂದ್ರನ ಅಂಗಳಕ್ಕೆ..... bbox=[185, 135, 1074, 206]
gaganyaan-capsule-icon bbox=[647, 267, 839, 511]
article-ganesha bbox=[854, 785, 1516, 1610]
author-place: ಮುಂಡರಗಿ ಗದಗ bbox=[1446, 740, 1510, 754]
kitchen-column-3a bbox=[494, 1906, 779, 2354]
chandra-headline-banner bbox=[43, 127, 1217, 214]
paragraph: ಅಲ್ಲಿಂದ ಮತ್ತೆ ಒಳದಾರಿಯಲ್ಲಿ 3 ಕಿ.ಮೀ. ಹೋಗಬೇಕು. ಗೌಡಗೆರೆಗೆ ಹೋಗುವ ಬಸ್ಸು ಮದ್ದೂರಿನಿಂದ ಬಂದರು ಚನ್ನಪಟ್ಟಣದಲ್ಲಿ ನಿಲ್ಲಿಸುತ್ತಾರೆ. ಅಲ್ಲಿಂದ ಒಂದು ಆಟೋ ಹತ್ತಿಕೊಂಡು ಹೆಚ್ಚು ದೂರವಿಲ್ಲ ತಲುಪಬಹುದು. bbox=[321, 1190, 577, 1235]
gowdagere-column-2 bbox=[321, 1138, 577, 1606]
idol-illustration bbox=[85, 1153, 312, 1397]
paragraph: ಫಲಗಳು: ಗಣೇಶನ ಪೂಜೆಯಲ್ಲಿ ಹಣ್ಣುಗಳನ್ನು ಇಡುವುದು ಸಂಪ್ರದಾಯವಾಗಿದೆ. ಬಾಳೆಹಣ್ಣು, ಸೇಬು ಪ್ರಮುಖ. bbox=[1139, 1227, 1506, 1240]
pencil-icon bbox=[352, 63, 371, 106]
paragraph: ತನ್ನ 16ನೇ ವಯಸ್ಸಿನಲ್ಲಿ ಇಸ್ರೋ ಜಾಗತಿಕ (ವರ್ಲ್ಡ್ ಸ್ಪೇಸ್ ವೀಕ್) ಬಾಹ್ಯಾಕಾಶ ಸಪ್ತಾಹದ ಅಂಗವಾಗಿ ಆಕೆ ತಯಾರಿಸಿದ ಪ್ರೆಜೆಂಟೇಶನ್ ಪ್ರಾಜೆಕ್ಟ್ ಎಂದು ಸಿಕ್ಕಿತು... ಅವಳು ಅಂದಿನಿಂದ ಎಲ್ಲ ಪ್ರಾಜೆಕ್ಟ್ ಗಳನ್ನು ಚಿಕ್ಕವಯಸ್ಸಿನಲ್ಲೇ ಮಾಡಿದ್ದಳು. ಸುಮಾರು 2 ಸಾವಿರ ಸ್ಪರ್ಧಾರ್ಥಿಗಳಲ್ಲಿ ಮೊದಲ ಸ್ಥಾನವನ್ನು ಗಳಿಸಿದಳು. ಇದು ಆಕೆ ಕೇವಲ ಸ್ಪರ್ಧೆಯಲ್ಲಿ ಗೆದ್ದಿದ್ದಷ್ಟೇ ಅಲ್ಲ, ಆಕೆಗೆ ಚಂದ್ರನ ತನ್ನ ಬದುಕಿನ ಭಾಗವನ್ನು ಕಂಡುಕೊಂಡಳು. bbox=[345, 557, 630, 650]
gaganyaan-illustration bbox=[345, 226, 932, 528]
paragraph: ಬೆಟ್ಟ ನಿರ್ಮಾಣ ಮಾಡಿ ಈ ವರ್ಷ ನೀರಿನ ಝರಿ ಅನಾವರಣಗೊಂಡ ಜಲಪಾತ ಸೃಷ್ಟಿಸಲಾಗಿದೆ. ನೈಸರ್ಗಿಕ ಬಂಡೆಗಳ ರೂಪದಲ್ಲಿ ನಿರ್ಮಿಸಿರುವ ಈ ಬೆಟ್ಟ ಪ್ರವಾಸಿಗರನ್ನು ಆಕರ್ಷಿಸುತ್ತದೆ. bbox=[586, 846, 841, 891]
spacer bbox=[51, 1164, 80, 1170]
paragraph: ಆಕೆ 2026ರಲ್ಲಿ ಅಂತರಾಷ್ಟ್ರೀಯ ಮಟ್ಟದ ಗಗನಯಾನ ತರಬೇತಿ ಪಡೆಯಲಿದ್ದಾಳೆ ಎಂಬುದು ಹೆಮ್ಮೆಯ ವಿಷಯ. ಪ್ರಸ್ತುತ ಆಕೆ ಬಾಹ್ಯಾಕಾಶ ವಿಜ್ಞಾನದಲ್ಲಿ ಉನ್ನತ ಅಧ್ಯಯನ ನಡೆಸುತ್ತಿದ್ದಾಳೆ. bbox=[1231, 271, 1510, 316]
email-block bbox=[354, 64, 668, 105]
ganesha-column-1 bbox=[864, 935, 1120, 1603]
paragraph: ತಾಯಿ ಪದ್ಮಶ್ರೀ ಮತ್ತು ತಂದೆ ಶ್ರೀನಿವಾಸ್ ಕುಮಾರ್ ನಲ್ಲಿ ಬೆಳೆದಳು. bbox=[356, 539, 578, 551]
chandra-column-1 bbox=[50, 221, 335, 768]
paragraph: ನಿಮ್ಮ ಎಲ್ಲಾ ಅಂಗಗಳಿಗೆ ಒಳಿತಾಗುವ ರೀತಿಯಲ್ಲಿ ಯಾವ ಜ್ಯೂಸ್ ಸಹಕಾರಿ ಎಂಬುದನ್ನು ನೋಡೋಣ. ಆಯುರ್ವೇದ ಚಿಕಿತ್ಸೆ (Ayurveda Healing) ಬಗ್ಗೆ ಕೆಲವು ತಜ್ಞರ ಸಲಹೆ ಇಲ್ಲಿದೆ. bbox=[41, 1764, 325, 1809]
temple-visit-photo bbox=[51, 844, 451, 1118]
pg-headline-line2: ಪ್ರವೇಶಾತಿ ಪ್ರಕ್ರಿಯೆ ಆರಂಭ bbox=[1257, 1685, 1462, 1715]
article-kitchen-hospital bbox=[41, 1622, 1194, 2360]
astronaut-icon bbox=[479, 278, 595, 499]
paragraph: ಹೆಚ್ಚಿನ ಮಾಹಿತಿಗಾಗಿ ದೂರವಾಣಿ ಸಂಖ್ಯೆಗಳು: 6364710762, 7022396522, 9071078023, 7892087298, 9945226666 (UUCMS) ಅಥವಾ ಸಂಬಂಧಪಟ್ಟ ಪ್ರಾಧ್ಯಾಪಕರನ್ನು ಸಂಪರ್ಕಿಸಬಹುದು ಎಂದು ಬೆಂಗಳೂರು ಉತ್ತರ ವಿಶ್ವವಿದ್ಯಾಲಯ ಕುಲಸಚಿವರು ಪ್ರಕಟಣೆಯಲ್ಲಿ ತಿಳಿಸಿದ್ದಾರೆ. bbox=[1218, 1994, 1503, 2072]
paragraph: ಈಗಾಗಲೇ ಒಂದು ಬಾರಿ ಅಂತರರಾಷ್ಟ್ರೀಯ ಬಾಹ್ಯಾಕಾಶ ವಿಜ್ಞಾನ ಸಂಸ್ಥೆಯಿಂದ ಆಕೆಯ ಅರ್ಜಿ ತಿರಸ್ಕರಿಸಲ್ಪಟ್ಟರೂ ನಿರಾಶೆ ಹೊಂದದೆ ಆಕೆ ಮತ್ತೊಂದು ಬಾರಿ ಪ್ರಯತ್ನಿಸಿದಳು. bbox=[941, 324, 1225, 370]
kitchen-headline: ನಿಮ್ಮ ಕಿಚನ್ನೇ ನಿಮ್ಮ ಹಾಸ್ಪಿಟಲ್! ಬಾಡಿ ಹೆಲ್ತ್ ಗೆ ಈ ಜ್ಯೂಸ್ ಸಾಕು.. ಇಲ್ಲಿದೆ ಸೀಕ್ರೆಟ್ bbox=[52, 1627, 893, 1662]
chandra-column-2 bbox=[345, 537, 630, 770]
paragraph: ಮುಂದೆ ಅಮೆರಿಕಾದ ಬಾಹ್ಯಾಕಾಶ ಕೇಂದ್ರ ನಾಸಾದಲ್ಲಿ ಸುಮಾರು 10 ದಿನಗಳ ಕಾಲ ನಡೆದ 'ಇಮರ್ಸಿವ್ ಪ್ರೋಗ್ರಾಮ್' ನಲ್ಲಿ ಆಯ್ಕೆಯಾಗಿ ಭಾಗವಹಿಸಿದ್ದಳು. ವಿಶ್ವಕ ಭಾರತೀಯ ವಿದ್ಯಾರ್ಥಿನಿಯಾಗಿದ್ದಳು. bbox=[641, 640, 926, 685]
page-number: 6 bbox=[1470, 29, 1515, 104]
paragraph: ನಮ್ಮ ಕನಸುಗಳು ನಾವು ಎಲ್ಲಿಂದ ಬಂದಿದ್ದೇವೆ ಎಂಬುದನ್ನು ಲೆಕ್ಕಿಸುವುದಿಲ್ಲ, ಬದಲಾಗಿ ನಾವು ಎಷ್ಟು ದೂರ ಹೋಗಲು ಸಿದ್ಧರಿದ್ದೇವೆ ಎಂಬುದನ್ನು ಮಾತ್ರ ಗಮನಿಸುತ್ತವೆ ಎಂಬುದನ್ನು ಈ ಯುವತಿ ಸಾಬೀತು ಪಡಿಸಿದ್ದಾಳೆ. bbox=[1231, 220, 1510, 265]
chandra-column-5 bbox=[1231, 133, 1510, 720]
paragraph: ಸೇವಿಸುವ ಸಮಯ: ಬೆಳಿಗ್ಗೆ ಖಾಲಿ ಹೊಟ್ಟೆಯಲ್ಲಿ ಸೇವಿಸಿ. bbox=[337, 2074, 482, 2103]
kitchen-column-4 bbox=[906, 1680, 1191, 2354]
chamundeshwari-idol-photo bbox=[85, 1153, 312, 1397]
email-label: Email bbox=[380, 66, 458, 102]
issue-date: 20 ಆಗಸ್ಟ್ 2025 bbox=[87, 57, 225, 80]
